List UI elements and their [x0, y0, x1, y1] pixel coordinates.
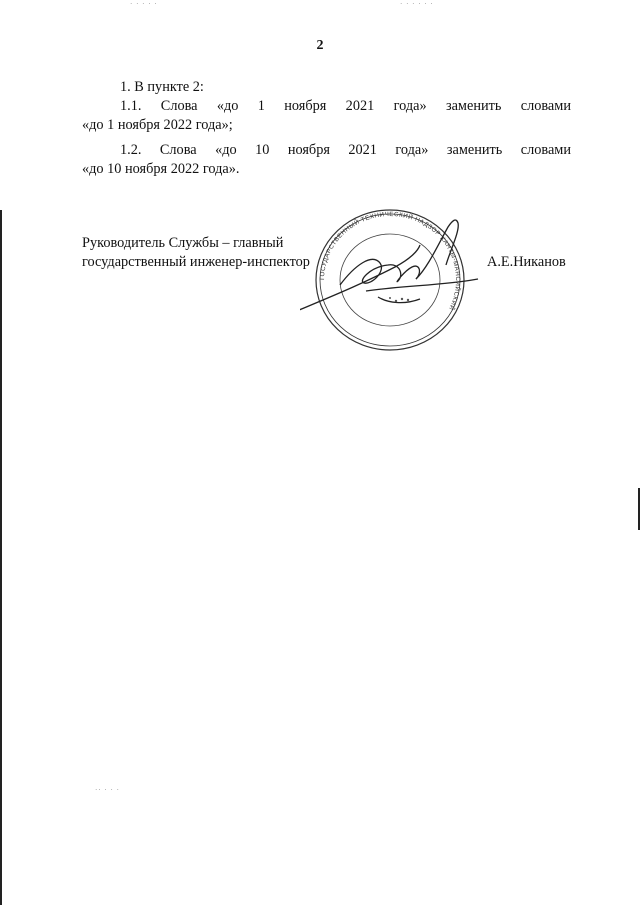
scan-edge-left: [0, 210, 2, 905]
word: 2021: [345, 98, 375, 114]
paragraph-1: 1. В пункте 2:: [120, 79, 204, 95]
stamp-ring-text: ГОСУДАРСТВЕННЫЙ ТЕХНИЧЕСКИЙ НАДЗОР ХАНТЫ-МАНСИЙСКИЙ: [318, 210, 462, 312]
signatory-name: А.Е.Никанов: [487, 254, 566, 270]
word: «до: [215, 142, 237, 158]
paragraph-1-2-line-1: [120, 141, 571, 160]
word: ноября: [284, 98, 327, 114]
word: 1.1.: [120, 98, 142, 114]
position-line-1: Руководитель Службы – главный: [82, 235, 284, 251]
paragraph-1-2-line-2: «до 10 ноября 2022 года».: [82, 161, 240, 177]
paragraph-1-2: [120, 141, 571, 160]
word: года»: [395, 142, 429, 158]
word: Слова: [159, 142, 197, 158]
word: года»: [393, 98, 427, 114]
word: заменить: [445, 98, 502, 114]
scan-noise: · · · · · ·: [400, 0, 434, 8]
paragraph-1-1-line-1: [120, 97, 571, 116]
signatory-position: [82, 234, 310, 272]
word: 10: [255, 142, 270, 158]
word: словами: [520, 98, 571, 114]
word: «до: [216, 98, 239, 114]
page-number: 2: [316, 38, 324, 53]
svg-text:ГОСУДАРСТВЕННЫЙ ТЕХНИЧЕСКИЙ НА: [319, 211, 462, 312]
word: словами: [520, 142, 571, 158]
paragraph-1-1-line-2: «до 1 ноября 2022 года»;: [82, 117, 233, 133]
scan-noise: ·· · · ·: [95, 786, 120, 794]
word: 1.2.: [120, 142, 142, 158]
scan-noise: · · · · ·: [130, 0, 158, 8]
word: ноября: [287, 142, 330, 158]
word: 2021: [348, 142, 377, 158]
word: 1: [257, 98, 265, 114]
word: заменить: [446, 142, 503, 158]
position-line-2: государственный инженер-инспектор: [82, 254, 310, 270]
paragraph-1-1: [120, 97, 571, 116]
word: Слова: [160, 98, 198, 114]
official-stamp-with-signature: [300, 205, 480, 355]
